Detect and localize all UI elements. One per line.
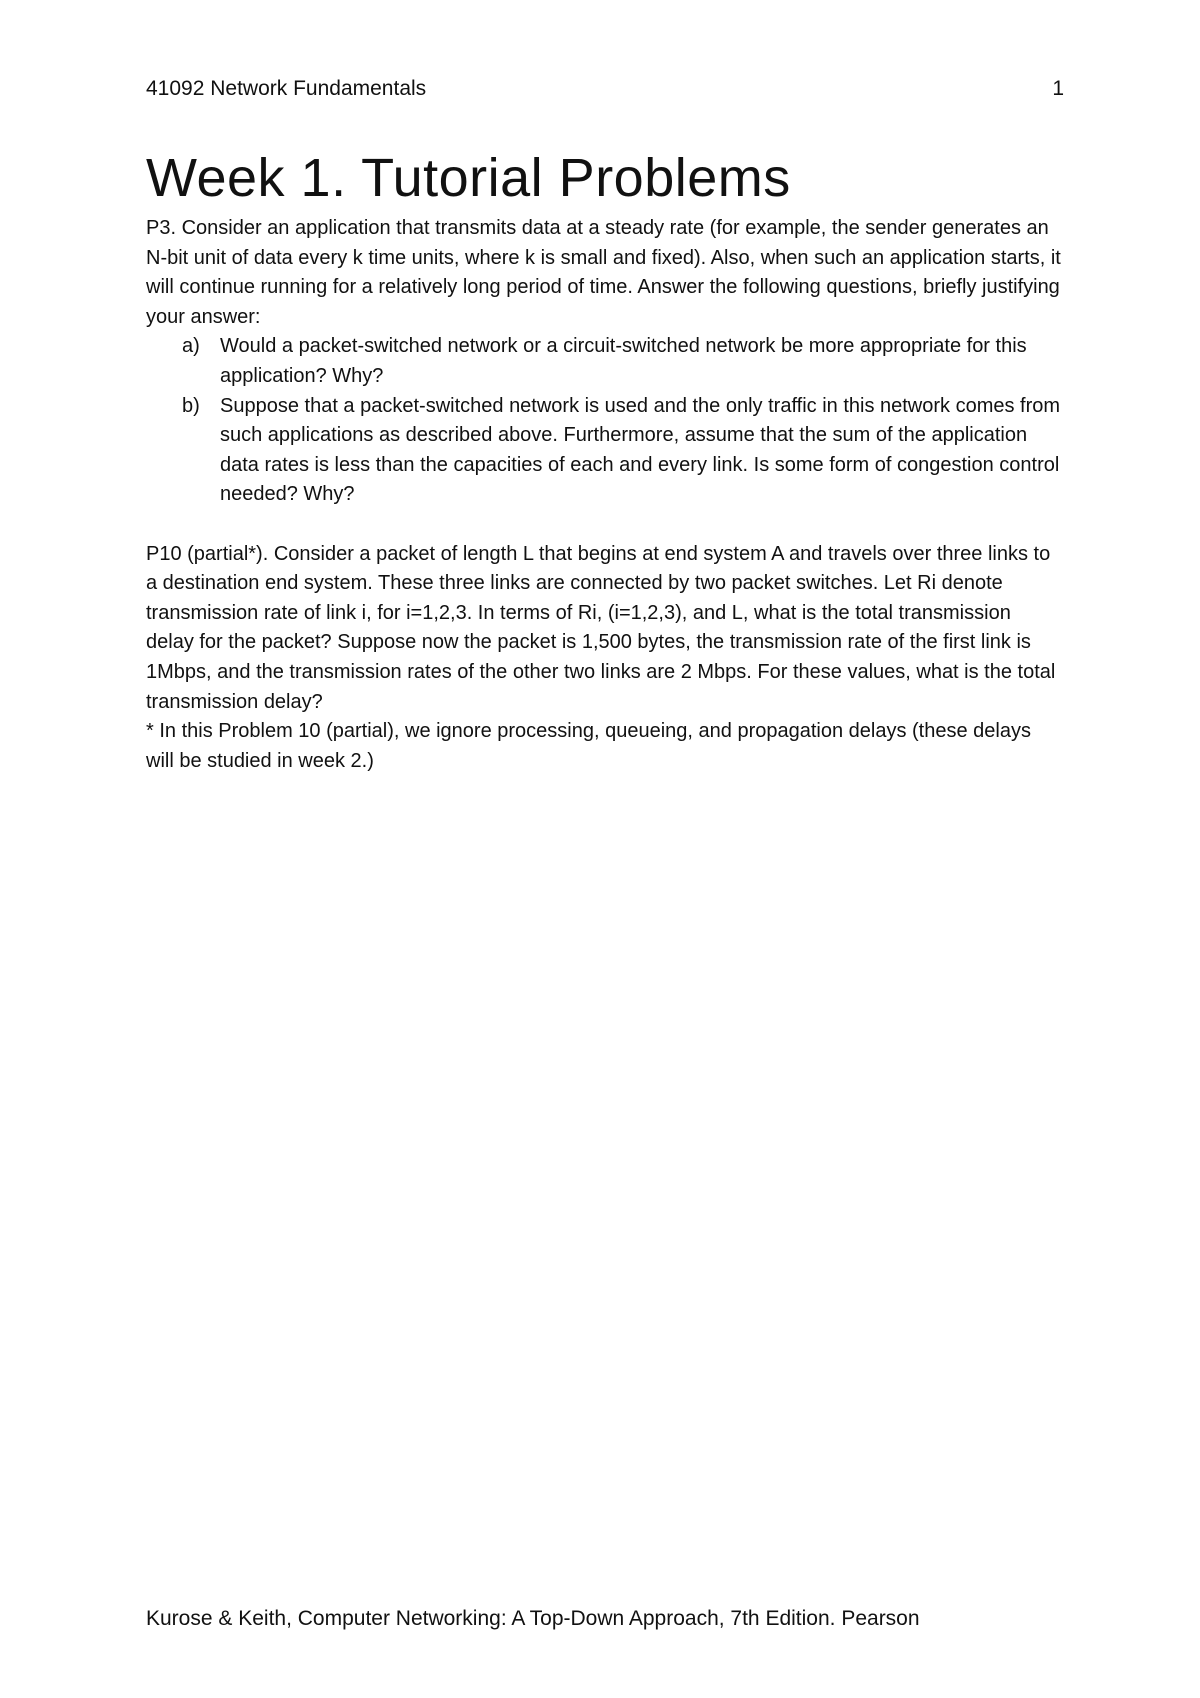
page-footer — [146, 1604, 1064, 1634]
page-title: Week 1. Tutorial Problems — [146, 148, 791, 208]
question-marker: a) — [182, 335, 200, 358]
problem-p10-body: P10 (partial*). Consider a packet of length L that begins at end system A and travels over three links to a destination end system. These three links are connected by two packet switches. Let Ri denote transmission rate of link i, for i=1,2,3. In terms of Ri, (i=1,2,3), and L, what is the total transmission delay for the packet? Suppose now the packet is 1,500 bytes, the transmission rate of the first link is 1Mbps, and the transmission rates of the other two links are 2 Mbps. For these values, what is the total transmission delay? — [146, 542, 1056, 713]
footer-reference: Kurose & Keith, Computer Networking: A Top-Down Approach, 7th Edition. Pearson — [146, 1607, 920, 1630]
problem-p3-questions — [146, 332, 1064, 510]
problem-p10-note: * In this Problem 10 (partial), we ignore processing, queueing, and propagation delays (these delays will be studied in week 2.) — [146, 720, 1031, 772]
question-item — [146, 392, 1064, 510]
page-number: 1 — [1052, 77, 1064, 100]
document-body — [146, 142, 1064, 776]
question-item — [146, 332, 1064, 391]
problem-p3-intro: P3. Consider an application that transmits data at a steady rate (for example, the sender generates an N-bit unit of data every k time units, where k is small and fixed). Also, when such an application starts, it will continue running for a relatively long period of time. Answer the following questions, briefly justifying your answer: — [146, 217, 1061, 328]
course-title: 41092 Network Fundamentals — [146, 77, 427, 100]
question-text: Would a packet-switched network or a circuit-switched network be more appropriate for this application? Why? — [220, 335, 1027, 387]
question-marker: b) — [182, 394, 200, 417]
paragraph-spacer — [146, 510, 1064, 540]
page-header — [146, 74, 1064, 104]
question-text: Suppose that a packet-switched network is used and the only traffic in this network comes from such applications as described above. Furthermore, assume that the sum of the application data rates is less than the capacities of each and every link. Is some form of congestion control needed? Why? — [220, 394, 1061, 506]
